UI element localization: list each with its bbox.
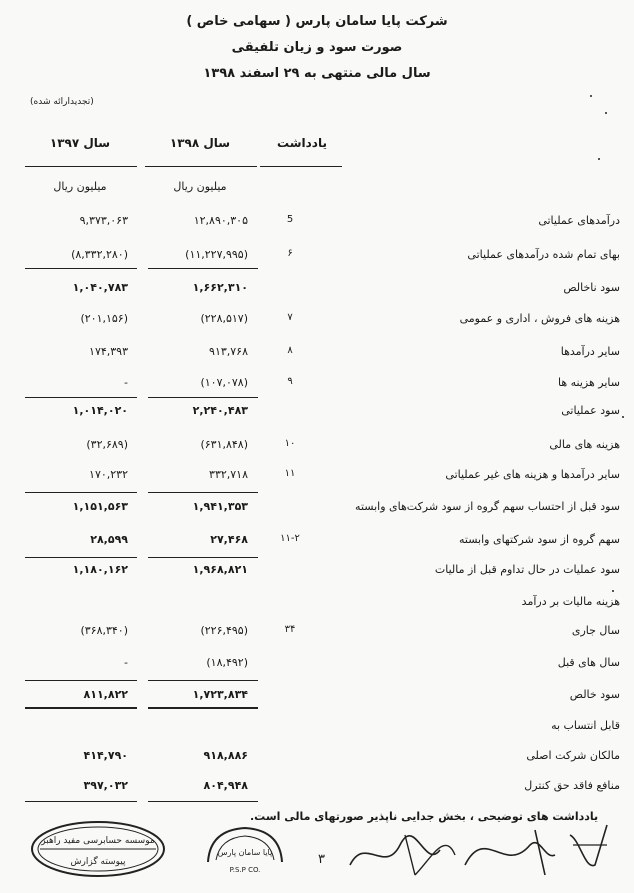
rule-1398-d <box>148 557 258 558</box>
row-value-1398: (۱۰۷,۰۷۸) <box>200 376 248 389</box>
rule-1397-e <box>25 680 137 681</box>
row-note-number: 5 <box>286 214 294 225</box>
restated-note: (تجدیدارائه شده) <box>30 97 94 107</box>
period-title: سال مالی منتهی به ۲۹ اسفند ۱۳۹۸ <box>203 66 431 81</box>
year-1398-underline <box>145 166 257 167</box>
row-note-number: ۶ <box>287 248 293 259</box>
row-note-number: ۱۱-۲ <box>280 533 300 544</box>
row-value-1398: ۹۱۸,۸۸۶ <box>203 749 248 762</box>
row-value-1398: ۱,۹۴۱,۳۵۳ <box>192 500 248 513</box>
company-seal-name: پایا سامان پارس <box>217 848 273 857</box>
row-value-1397: (۳۲,۶۸۹) <box>86 438 128 451</box>
row-value-1398: ۱۲,۸۹۰,۳۰۵ <box>193 214 248 227</box>
row-label: درآمدهای عملیاتی <box>538 214 620 227</box>
company-seal <box>200 822 290 880</box>
scan-speck <box>590 95 592 97</box>
row-value-1397: ۸۱۱,۸۲۲ <box>83 688 128 701</box>
row-note-number: ۳۴ <box>284 624 296 635</box>
row-label: سود عملیاتی <box>561 404 620 417</box>
row-label: سایر درآمدها <box>560 345 620 358</box>
row-value-1398: (۱۱,۲۲۷,۹۹۵) <box>185 248 248 261</box>
row-value-1397: ۴۱۴,۷۹۰ <box>83 749 128 762</box>
row-value-1397: (۸,۳۳۲,۲۸۰) <box>71 248 128 261</box>
scan-speck <box>622 416 624 418</box>
row-value-1398: ۲۷,۴۶۸ <box>210 533 248 546</box>
scan-speck <box>612 590 614 592</box>
row-value-1397: - <box>124 376 128 389</box>
footer-note: یادداشت های توضیحی ، بخش جدایی ناپذیر صورتهای مالی است. <box>250 810 599 823</box>
row-label: بهای تمام شده درآمدهای عملیاتی <box>467 248 620 261</box>
notes-header-underline <box>260 166 342 167</box>
row-label: سایر هزینه ها <box>558 376 620 389</box>
row-note-number: ۹ <box>287 376 293 387</box>
row-label: مالکان شرکت اصلی <box>526 749 620 762</box>
auditor-stamp <box>28 818 168 880</box>
row-value-1398: ۱,۶۶۲,۳۱۰ <box>192 281 248 294</box>
statement-title: صورت سود و زیان تلفیقی <box>231 40 403 55</box>
row-label: سود عملیات در حال تداوم قبل از مالیات <box>434 563 620 576</box>
scan-speck <box>605 112 607 114</box>
row-label: سایر درآمدها و هزینه های غیر عملیاتی <box>445 468 620 481</box>
rule-1398-a <box>148 268 258 269</box>
row-value-1397: ۱,۰۱۴,۰۲۰ <box>72 404 128 417</box>
row-value-1398: ۲,۲۴۰,۴۸۳ <box>192 404 248 417</box>
row-value-1397: ۱,۰۴۰,۷۸۳ <box>72 281 128 294</box>
unit-1397: میلیون ریال <box>53 180 107 193</box>
row-value-1397: ۲۸,۵۹۹ <box>90 533 128 546</box>
row-value-1398: (۲۲۶,۴۹۵) <box>200 624 248 637</box>
rule-1398-g <box>148 801 258 802</box>
signatures <box>345 815 615 885</box>
row-label: سود ناخالص <box>563 281 620 294</box>
rule-1398-e <box>148 680 258 681</box>
company-name: شرکت پایا سامان پارس ( سهامی خاص ) <box>186 14 448 29</box>
notes-column-header: یادداشت <box>277 136 327 150</box>
rule-1398-c <box>148 492 258 493</box>
row-label: هزینه مالیات بر درآمد <box>521 595 620 608</box>
row-value-1397: ۱,۱۸۰,۱۶۲ <box>72 563 128 576</box>
rule-1397-d <box>25 557 137 558</box>
row-value-1398: ۱,۷۲۳,۸۳۴ <box>192 688 248 701</box>
row-value-1398: ۱,۹۶۸,۸۲۱ <box>192 563 248 576</box>
auditor-stamp-line1: موسسه حسابرسی مفید راهبر <box>41 836 155 846</box>
company-seal-code: P.S.P CO. <box>229 866 261 874</box>
row-value-1398: (۶۳۱,۸۴۸) <box>200 438 248 451</box>
row-value-1398: (۲۲۸,۵۱۷) <box>200 312 248 325</box>
row-label: سود خالص <box>569 688 620 701</box>
row-label: هزینه های مالی <box>549 438 620 451</box>
rule-1397-b <box>25 397 137 398</box>
row-label: قابل انتساب به <box>551 719 620 732</box>
rule-1397-f <box>25 707 137 709</box>
rule-1398-b <box>148 397 258 398</box>
row-label: سود قبل از احتساب سهم گروه از سود شرکت‌های وابسته <box>355 500 620 513</box>
row-value-1397: ۳۹۷,۰۳۲ <box>83 779 128 792</box>
rule-1397-a <box>25 268 137 269</box>
row-value-1397: - <box>124 656 128 669</box>
page-number: ۳ <box>318 852 325 867</box>
year-1397-header: سال ۱۳۹۷ <box>49 136 111 150</box>
row-label: سال های قبل <box>557 656 620 669</box>
row-value-1397: ۱۷۴,۳۹۳ <box>89 345 128 358</box>
rule-1397-c <box>25 492 137 493</box>
row-label: سهم گروه از سود شرکتهای وابسته <box>459 533 620 546</box>
row-value-1397: (۲۰۱,۱۵۶) <box>80 312 128 325</box>
row-value-1398: ۹۱۳,۷۶۸ <box>209 345 248 358</box>
row-value-1398: ۸۰۴,۹۴۸ <box>203 779 248 792</box>
year-1397-underline <box>25 166 137 167</box>
row-value-1397: ۱۷۰,۲۳۲ <box>89 468 128 481</box>
row-label: منافع فاقد حق کنترل <box>524 779 620 792</box>
row-note-number: ۷ <box>287 312 293 323</box>
row-value-1397: ۱,۱۵۱,۵۶۳ <box>72 500 128 513</box>
scan-speck <box>598 158 600 160</box>
row-note-number: ۱۰ <box>284 438 296 449</box>
row-value-1397: (۳۶۸,۳۴۰) <box>80 624 128 637</box>
auditor-stamp-line2: پیوسته گزارش <box>70 857 126 867</box>
row-value-1397: ۹,۳۷۳,۰۶۳ <box>79 214 128 227</box>
row-value-1398: (۱۸,۴۹۲) <box>206 656 248 669</box>
row-value-1398: ۳۳۲,۷۱۸ <box>209 468 248 481</box>
rule-1398-f <box>148 707 258 709</box>
rule-1397-g <box>25 801 137 802</box>
row-label: سال جاری <box>571 624 620 637</box>
row-note-number: ۱۱ <box>284 468 296 479</box>
row-label: هزینه های فروش ، اداری و عمومی <box>459 312 620 325</box>
row-note-number: ۸ <box>287 345 293 356</box>
year-1398-header: سال ۱۳۹۸ <box>169 136 231 150</box>
unit-1398: میلیون ریال <box>173 180 227 193</box>
